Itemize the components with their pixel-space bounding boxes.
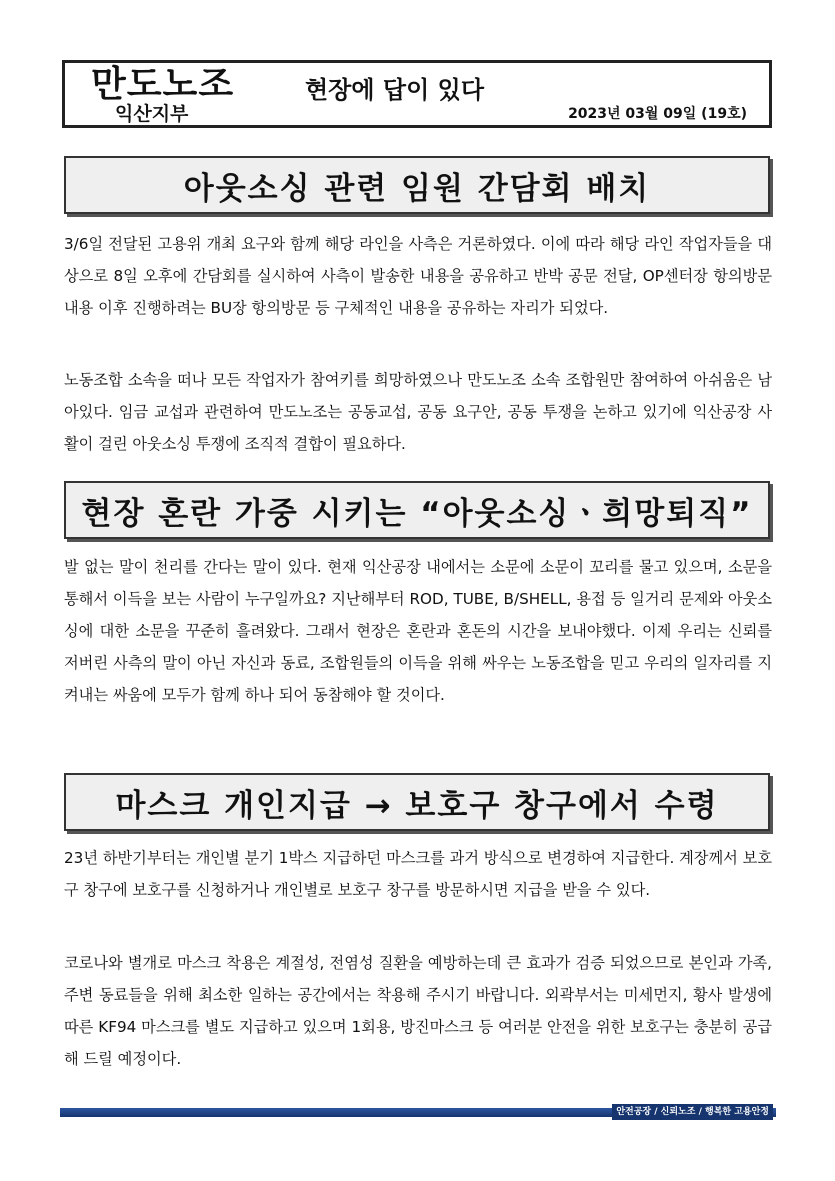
footer-motto: 안전공장 / 신뢰노조 / 행복한 고용안정 — [612, 1104, 773, 1120]
headline-field-confusion: 현장 혼란 가중 시키는 “아웃소싱ㆍ희망퇴직” — [64, 481, 770, 539]
headline-outsourcing-meeting: 아웃소싱 관련 임원 간담회 배치 — [64, 156, 770, 214]
masthead — [62, 60, 772, 128]
union-name: 만도노조 — [91, 64, 235, 105]
article-paragraph: 3/6일 전달된 고용위 개최 요구와 함께 해당 라인을 사측은 거론하였다. 이에 따라 해당 라인 작업자들을 대상으로 8일 오후에 간담회를 실시하여 사측이 발송한 내용을 공유하고 반박 공문 전달, OP센터장 항의방문 내용 이후 진행하려는 BU장 항의방문 등 구체적인 내용을 공유하는 자리가 되었다. — [64, 235, 772, 317]
headline-mask-distribution: 마스크 개인지급 → 보호구 창구에서 수령 — [64, 773, 770, 831]
branch-name: 익산지부 — [115, 103, 189, 125]
issue-date: 2023년 03월 09일 (19호) — [568, 106, 747, 122]
masthead-slogan: 현장에 답이 있다 — [305, 76, 484, 104]
article-paragraph: 23년 하반기부터는 개인별 분기 1박스 지급하던 마스크를 과거 방식으로 변경하여 지급한다. 계장께서 보호구 창구에 보호구를 신청하거나 개인별로 보호구 창구를 방문하시면 지급을 받을 수 있다. — [64, 849, 772, 899]
article-paragraph: 노동조합 소속을 떠나 모든 작업자가 참여키를 희망하였으나 만도노조 소속 조합원만 참여하여 아쉬움은 남아있다. 임금 교섭과 관련하여 만도노조는 공동교섭, 공동 요구안, 공동 투쟁을 논하고 있기에 익산공장 사활이 걸린 아웃소싱 투쟁에 조직적 결합이 필요하다. — [64, 371, 772, 453]
article-paragraph: 코로나와 별개로 마스크 착용은 계절성, 전염성 질환을 예방하는데 큰 효과가 검증 되었으므로 본인과 가족, 주변 동료들을 위해 최소한 일하는 공간에서는 착용해 주시기 바랍니다. 외곽부서는 미세먼지, 황사 발생에 따른 KF94 마스크를 별도 지급하고 있으며 1회용, 방진마스크 등 여러분 안전을 위한 보호구는 충분히 공급해 드릴 예정이다. — [64, 954, 772, 1068]
article-paragraph: 발 없는 말이 천리를 간다는 말이 있다. 현재 익산공장 내에서는 소문에 소문이 꼬리를 물고 있으며, 소문을 통해서 이득을 보는 사람이 누구일까요? 지난해부터 ROD, TUBE, B/SHELL, 용접 등 일거리 문제와 아웃소싱에 대한 소문을 꾸준히 흘려왔다. 그래서 현장은 혼란과 혼돈의 시간을 보내야했다. 이제 우리는 신뢰를 저버린 사측의 말이 아닌 자신과 동료, 조합원들의 이득을 위해 싸우는 노동조합을 믿고 우리의 일자리를 지켜내는 싸움에 모두가 함께 하나 되어 동참해야 할 것이다. — [64, 558, 772, 704]
